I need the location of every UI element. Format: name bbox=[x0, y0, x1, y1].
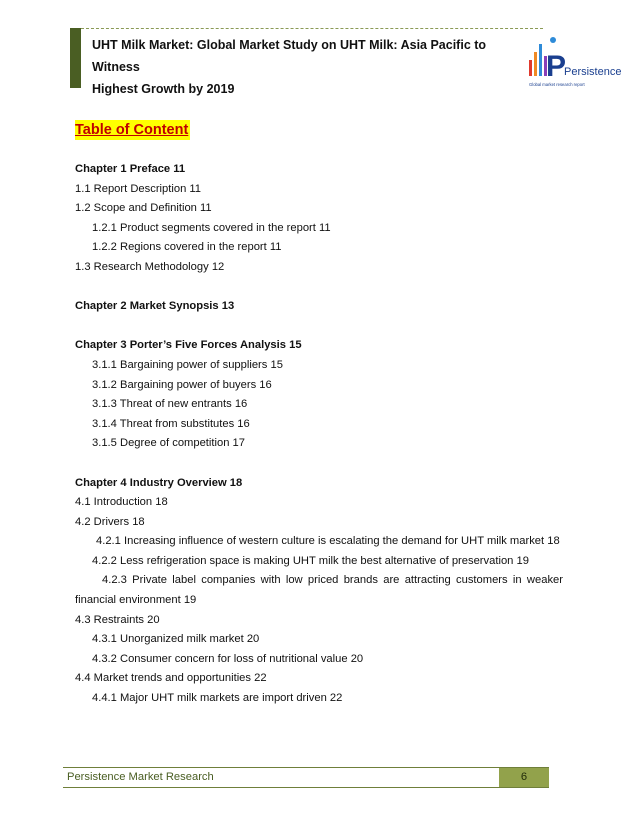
document-title-line-2: Highest Growth by 2019 bbox=[92, 82, 235, 96]
toc-entry[interactable]: 4.1 Introduction 18 bbox=[75, 496, 168, 509]
toc-subentry[interactable]: 4.3.2 Consumer concern for loss of nutritional value 20 bbox=[92, 652, 364, 665]
logo-p-letter: P bbox=[546, 50, 567, 83]
footer-page-number: 6 bbox=[499, 768, 549, 787]
persistence-logo bbox=[523, 30, 622, 92]
toc-spacer bbox=[75, 454, 563, 474]
toc-entry[interactable]: 1.2 Scope and Definition 11 bbox=[75, 202, 212, 215]
document-title bbox=[92, 34, 537, 100]
logo-bar-2 bbox=[534, 52, 537, 76]
toc-spacer bbox=[75, 317, 563, 337]
toc-entry[interactable]: 1.3 Research Methodology 12 bbox=[75, 260, 225, 273]
logo-dot bbox=[550, 37, 556, 43]
table-of-contents bbox=[75, 160, 563, 709]
logo-wordmark: Persistence bbox=[564, 66, 622, 78]
header-accent-bar bbox=[70, 28, 81, 88]
page-footer bbox=[63, 767, 549, 788]
toc-chapter[interactable]: Chapter 4 Industry Overview 18 bbox=[75, 476, 243, 489]
toc-entry[interactable]: 4.3 Restraints 20 bbox=[75, 613, 160, 626]
toc-subentry[interactable]: 1.2.2 Regions covered in the report 11 bbox=[92, 241, 282, 254]
logo-bar-3 bbox=[539, 44, 542, 76]
toc-subentry[interactable]: 3.1.4 Threat from substitutes 16 bbox=[92, 417, 250, 430]
toc-subentry[interactable]: 4.3.1 Unorganized milk market 20 bbox=[92, 633, 260, 646]
toc-entry[interactable]: 4.4 Market trends and opportunities 22 bbox=[75, 672, 267, 685]
toc-subentry[interactable]: 3.1.5 Degree of competition 17 bbox=[92, 437, 245, 450]
logo-tagline: Global market research report bbox=[529, 82, 585, 87]
toc-entry[interactable]: 4.2 Drivers 18 bbox=[75, 515, 145, 528]
document-title-line-1: UHT Milk Market: Global Market Study on UHT Milk: Asia Pacific to Witness bbox=[92, 38, 487, 74]
toc-spacer bbox=[75, 278, 563, 298]
toc-subentry[interactable]: 4.2.1 Increasing influence of western culture is escalating the demand for UHT milk market 18 bbox=[96, 535, 560, 548]
footer-company: Persistence Market Research bbox=[67, 771, 214, 783]
toc-chapter[interactable]: Chapter 1 Preface 11 bbox=[75, 163, 186, 175]
toc-subentry[interactable]: 4.4.1 Major UHT milk markets are import driven 22 bbox=[92, 692, 343, 705]
logo-bar-1 bbox=[529, 60, 532, 76]
toc-subentry[interactable]: 4.2.2 Less refrigeration space is making UHT milk the best alternative of preservation 19 bbox=[92, 554, 529, 567]
toc-heading: Table of Content bbox=[75, 122, 189, 138]
header-rule bbox=[81, 28, 543, 30]
toc-subentry[interactable]: 4.2.3 Private label companies with low priced brands are attracting customers in weaker financial environment 19 bbox=[75, 574, 563, 607]
toc-subentry[interactable]: 3.1.1 Bargaining power of suppliers 15 bbox=[92, 358, 283, 371]
toc-subentry[interactable]: 3.1.3 Threat of new entrants 16 bbox=[92, 398, 248, 411]
toc-chapter[interactable]: Chapter 3 Porter’s Five Forces Analysis 15 bbox=[75, 339, 302, 352]
toc-subentry[interactable]: 1.2.1 Product segments covered in the report 11 bbox=[92, 221, 331, 234]
toc-subentry[interactable]: 3.1.2 Bargaining power of buyers 16 bbox=[92, 378, 272, 391]
toc-chapter[interactable]: Chapter 2 Market Synopsis 13 bbox=[75, 300, 235, 313]
toc-entry[interactable]: 1.1 Report Description 11 bbox=[75, 182, 202, 195]
